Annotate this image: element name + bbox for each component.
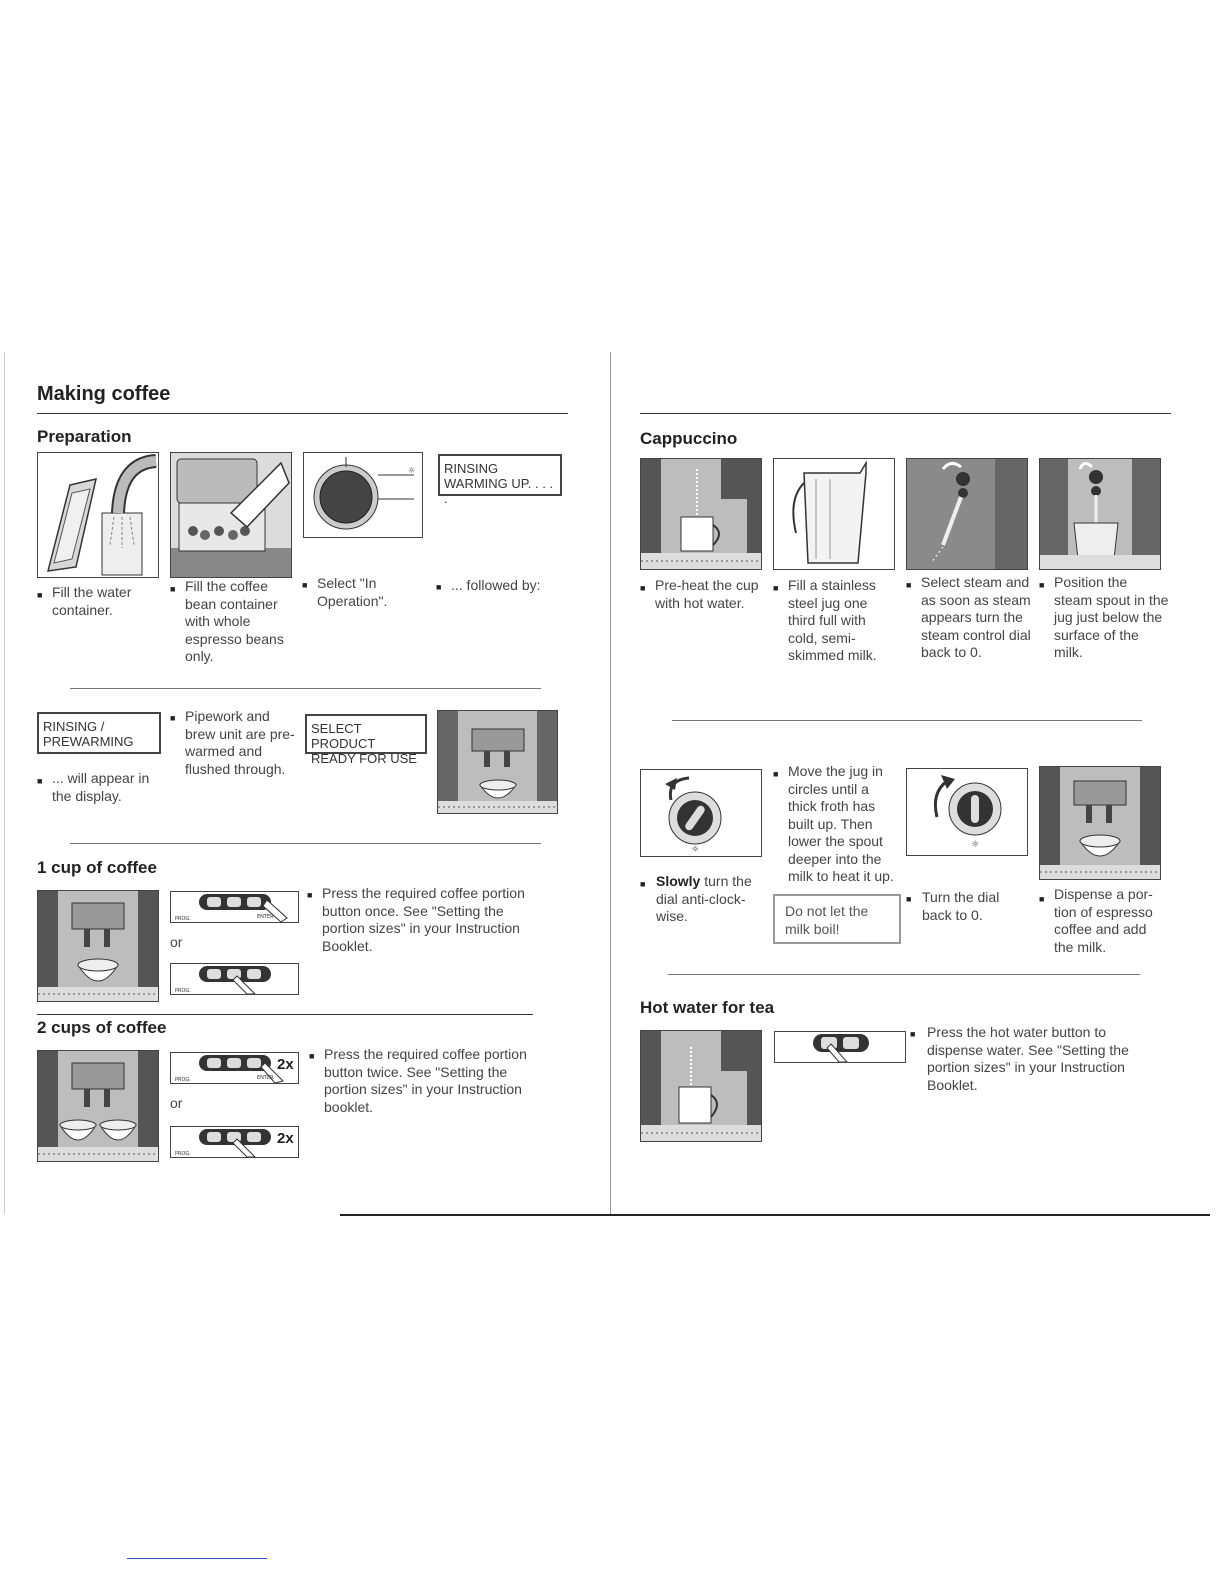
prog-label: PROG. xyxy=(175,1077,191,1083)
enter-label: ENTER xyxy=(257,1075,274,1081)
bullet-icon: ■ xyxy=(307,890,313,900)
section-divider xyxy=(70,843,541,844)
display-line-2: READY FOR USE xyxy=(311,751,417,766)
twice-badge: 2x xyxy=(277,1130,294,1147)
hot-water-illustration xyxy=(640,1030,762,1142)
bullet-icon: ■ xyxy=(37,776,43,786)
hot-water-heading: Hot water for tea xyxy=(640,998,775,1017)
prog-label: PROG. xyxy=(175,1151,191,1157)
preheat-cup-text: Pre-heat the cup with hot water. xyxy=(655,577,759,611)
svg-text:☼: ☼ xyxy=(970,840,980,850)
pipework-text: Pipework and brew unit are pre-warmed and flushed through. xyxy=(185,708,295,777)
dispense-espresso-illustration xyxy=(1039,766,1161,880)
one-cup-text: Press the required coffee portion button once. See "Setting the portion sizes" in your Instruction Booklet. xyxy=(322,885,525,954)
two-cups-heading: 2 cups of coffee xyxy=(37,1018,167,1037)
select-steam-text: Select steam and as soon as steam appears turn the steam control dial back to 0. xyxy=(921,574,1031,660)
page-spine xyxy=(610,352,611,1214)
preparation-heading: Preparation xyxy=(37,427,132,446)
display-line-1: RINSING / xyxy=(43,719,105,734)
bullet-icon: ■ xyxy=(773,583,779,593)
operation-dial-illustration xyxy=(303,452,423,538)
footer-line xyxy=(127,1558,267,1559)
bullet-icon: ■ xyxy=(170,713,176,723)
two-cups-text: Press the required coffee portion button twice. See "Setting the portion sizes" in your Instruction booklet. xyxy=(324,1046,527,1115)
button-panel-alt xyxy=(170,963,299,995)
bullet-icon: ■ xyxy=(640,879,646,889)
or-label: or xyxy=(170,1095,183,1111)
twice-badge: 2x xyxy=(277,1056,294,1073)
enter-label: ENTER xyxy=(257,914,274,920)
section-divider xyxy=(37,1014,533,1015)
move-jug-text: Move the jug in circles until a thick froth has built up. Then lower the spout deeper into the milk to heat it up. xyxy=(788,763,894,884)
position-spout-illustration xyxy=(1039,458,1161,570)
section-divider xyxy=(668,974,1140,975)
section-divider xyxy=(672,720,1142,721)
steam-select-illustration xyxy=(906,458,1028,570)
right-title-rule xyxy=(640,413,1171,414)
bullet-icon: ■ xyxy=(906,894,912,904)
display-line-2: PREWARMING xyxy=(43,734,134,749)
button-panel-2x-alt xyxy=(170,1126,299,1158)
bullet-icon: ■ xyxy=(436,582,442,592)
slowly-bold: Slowly xyxy=(656,873,701,889)
fill-jug-text: Fill a stainless steel jug one third full with cold, semi-skimmed milk. xyxy=(788,577,877,663)
bullet-icon: ■ xyxy=(773,769,779,779)
one-cup-illustration xyxy=(37,890,159,1002)
dial-anticlockwise-illustration xyxy=(640,769,762,857)
button-panel-2x xyxy=(170,1052,299,1084)
display-line-2: WARMING UP. . . . . xyxy=(444,476,554,506)
steel-jug-illustration xyxy=(773,458,895,570)
step-select-operation: Select "In Operation". xyxy=(317,575,388,609)
bullet-icon: ■ xyxy=(910,1029,916,1039)
step-followed-by: ... followed by: xyxy=(451,577,541,593)
one-cup-heading: 1 cup of coffee xyxy=(37,858,157,877)
bullet-icon: ■ xyxy=(309,1051,315,1061)
svg-text:☼: ☼ xyxy=(408,466,416,475)
or-label: or xyxy=(170,934,183,950)
water-container-illustration xyxy=(37,452,159,578)
bullet-icon: ■ xyxy=(1039,580,1045,590)
step-fill-water: Fill the water container. xyxy=(52,584,132,618)
brew-unit-cup-illustration xyxy=(437,710,558,814)
bullet-icon: ■ xyxy=(906,580,912,590)
section-divider xyxy=(70,688,541,689)
cappuccino-heading: Cappuccino xyxy=(640,429,738,448)
slowly-turn-text xyxy=(656,873,764,926)
bullet-icon: ■ xyxy=(302,580,308,590)
button-panel xyxy=(170,891,299,923)
dial-back-illustration xyxy=(906,768,1028,856)
display-line-1: SELECT PRODUCT xyxy=(311,721,376,751)
title-rule xyxy=(37,413,568,414)
prog-label: PROG. xyxy=(175,916,191,922)
slowly-rest: turn the dial anti-clock-wise. xyxy=(656,873,752,924)
bullet-icon: ■ xyxy=(1039,894,1045,904)
display-select-product xyxy=(305,714,427,766)
bottom-rule xyxy=(340,1214,1210,1216)
appear-in-display-text: ... will appear in the display. xyxy=(52,770,150,804)
hot-water-text: Press the hot water button to dispense water. See "Setting the portion sizes" in your Instruction Booklet. xyxy=(927,1024,1129,1093)
display-line-1: RINSING xyxy=(444,461,499,476)
two-cups-illustration xyxy=(37,1050,159,1162)
position-spout-text: Position the steam spout in the jug just below the surface of the milk. xyxy=(1054,574,1169,660)
turn-back-text: Turn the dial back to 0. xyxy=(922,889,1000,923)
milk-boil-warning: Do not let the milk boil! xyxy=(773,894,901,944)
preheat-cup-illustration xyxy=(640,458,762,570)
step-fill-beans: Fill the coffee bean container with whole espresso beans only. xyxy=(185,578,284,664)
bullet-icon: ■ xyxy=(640,583,646,593)
display-rinsing-prewarming xyxy=(37,712,161,754)
left-page-edge xyxy=(4,352,5,1214)
page-title: Making coffee xyxy=(37,383,171,405)
prog-label: PROG. xyxy=(175,988,191,994)
bullet-icon: ■ xyxy=(170,584,176,594)
bean-container-illustration xyxy=(170,452,292,578)
hot-water-button-panel xyxy=(774,1031,906,1063)
svg-text:☼: ☼ xyxy=(690,845,700,855)
display-rinsing-warming-up xyxy=(438,454,562,506)
bullet-icon: ■ xyxy=(37,590,43,600)
dispense-text: Dispense a por-tion of espresso coffee and add the milk. xyxy=(1054,886,1153,955)
